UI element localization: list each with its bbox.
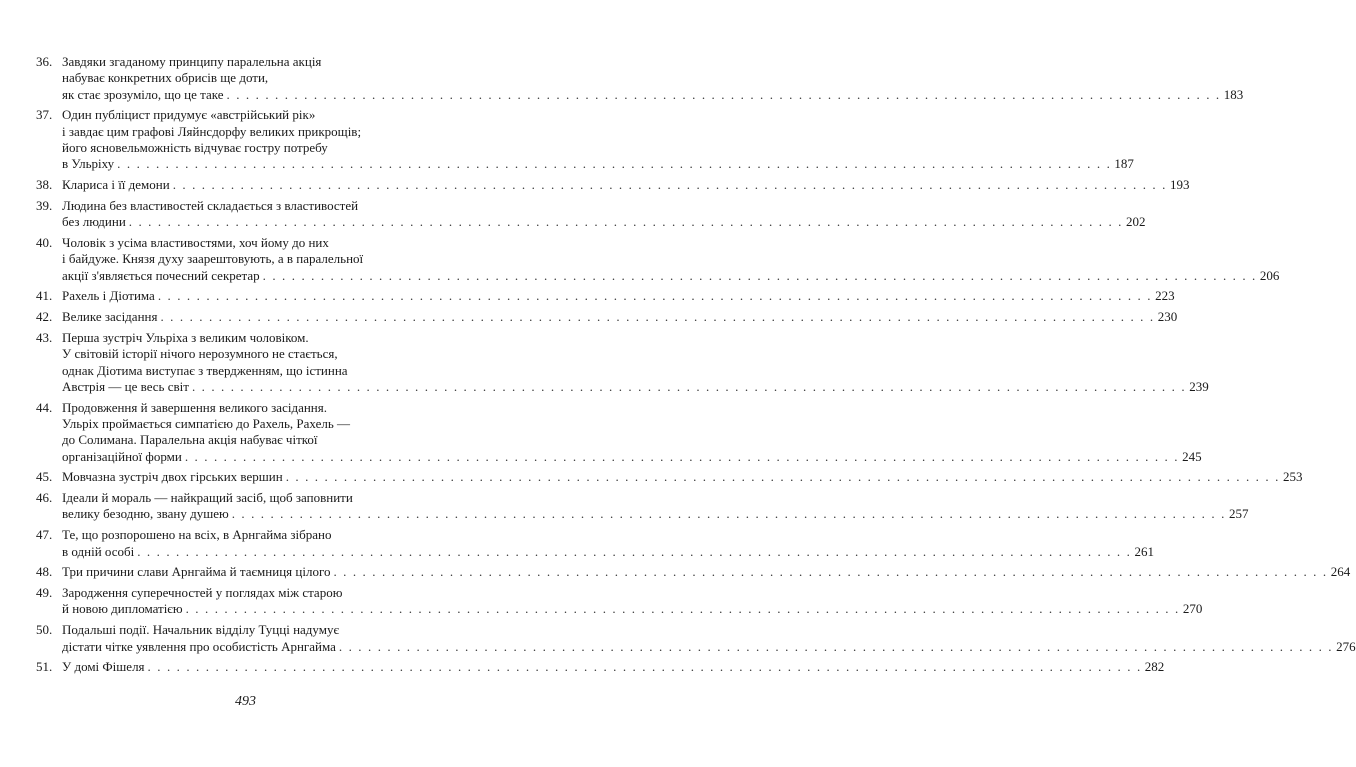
toc-entry-last-line — [62, 638, 1356, 655]
toc-entry-line: до Солимана. Паралельна акція набуває чіткої — [62, 432, 318, 448]
toc-entry-line: Ульріх проймається симпатією до Рахель, Рахель — — [62, 415, 351, 431]
page-number: 493 — [235, 694, 256, 709]
toc-entry-line: однак Діотима виступає з твердженням, що істинна — [62, 362, 348, 378]
toc-entry — [36, 399, 1202, 465]
toc-entry-title — [62, 107, 1134, 172]
toc-page-ref: 239 — [1189, 378, 1209, 394]
toc-page-ref: 183 — [1223, 86, 1244, 102]
toc-entry-line: Подальші події. Начальник відділу Туцці надумує — [62, 622, 340, 638]
toc-entry-number: 40. — [36, 234, 53, 250]
toc-entry — [36, 107, 1134, 172]
toc-entry-line: Австрія — це весь світ — [62, 378, 189, 394]
toc-page-ref: 261 — [1134, 543, 1154, 559]
toc-entry-line: акції з'являється почесний секретар — [62, 267, 260, 283]
toc-entry-title — [62, 54, 1244, 103]
toc-entry — [36, 469, 1303, 485]
toc-entry-title — [62, 329, 1209, 395]
toc-entry-number: 43. — [36, 329, 53, 345]
toc-entry-line: як стає зрозуміло, що це таке — [62, 86, 224, 102]
toc-entry-number: 42. — [36, 309, 53, 325]
toc-entry-last-line — [62, 469, 1303, 485]
toc-entry-line: дістати чітке уявлення про особистість Арнгайма — [62, 638, 336, 654]
toc-entry-line: У світовій історії нічого нерозумного не стається, — [62, 346, 338, 362]
toc-entry — [36, 585, 1203, 618]
toc-page-ref: 245 — [1182, 448, 1202, 464]
toc-entry-last-line — [62, 214, 1146, 230]
dot-leader — [263, 268, 1257, 284]
toc-entry-title — [62, 197, 1146, 231]
toc-entry-line: і байдуже. Князя духу заарештовують, а в паралельної — [62, 251, 364, 267]
toc-entry-number: 50. — [36, 622, 53, 638]
toc-entry-last-line — [62, 659, 1165, 675]
dot-leader — [286, 469, 1280, 485]
dot-leader — [160, 309, 1154, 325]
toc-entry-line: Один публіцист придумує «австрійський рік» — [62, 107, 316, 123]
toc-page-ref: 276 — [1336, 638, 1356, 654]
toc-entry-last-line — [62, 86, 1244, 103]
toc-entry-line: Продовження й завершення великого засідання. — [62, 399, 327, 415]
toc-entry-number: 38. — [36, 177, 53, 193]
toc-entry — [36, 527, 1154, 560]
toc-entry-number: 47. — [36, 527, 53, 543]
toc-entry-title — [62, 585, 1203, 618]
toc-entry-line: організаційної форми — [62, 448, 182, 464]
dot-leader — [173, 177, 1167, 193]
toc-entry-last-line — [62, 309, 1178, 325]
toc-page-ref: 257 — [1228, 506, 1249, 522]
toc-page-ref: 282 — [1144, 659, 1165, 675]
toc-page-ref: 230 — [1157, 309, 1178, 325]
toc-entry-line: й новою дипломатією — [62, 601, 183, 617]
toc-entry — [36, 177, 1190, 193]
toc-entry-number: 37. — [36, 107, 53, 123]
toc-entry-last-line — [62, 448, 1202, 465]
toc-entry-line: Ідеали й мораль — найкращий засіб, щоб заповнити — [62, 490, 353, 506]
toc-entry-title — [62, 234, 1280, 284]
dot-leader — [232, 506, 1226, 522]
toc-page-ref: 206 — [1259, 267, 1280, 283]
toc-entry-title — [62, 177, 1190, 193]
toc-entry-last-line — [62, 506, 1249, 522]
dot-leader — [137, 544, 1131, 560]
toc-entry-line: Перша зустріч Ульріха з великим чоловіком. — [62, 329, 309, 345]
toc-entry — [36, 234, 1280, 284]
dot-leader — [186, 601, 1180, 617]
toc-entry-number: 46. — [36, 490, 53, 506]
toc-entry-line: Велике засідання — [62, 309, 158, 325]
toc-entry-last-line — [62, 267, 1280, 284]
toc-entry-title — [62, 399, 1202, 465]
toc-entry — [36, 622, 1356, 655]
toc-entry — [36, 309, 1178, 325]
toc-entry-line: без людини — [62, 214, 126, 230]
dot-leader — [339, 639, 1333, 655]
toc-page-ref: 193 — [1169, 177, 1190, 193]
dot-leader — [192, 379, 1186, 395]
toc-entry-last-line — [62, 601, 1203, 617]
toc-entry-line: його ясновельможність відчуває гостру потребу — [62, 139, 328, 155]
toc-entry-title — [62, 622, 1356, 655]
toc-entry — [36, 54, 1244, 103]
toc-entry-line: Три причини слави Арнгайма й таємниця цілого — [62, 564, 331, 580]
toc-entry-number: 44. — [36, 399, 53, 415]
toc-entry — [36, 288, 1175, 304]
toc-page-ref: 202 — [1126, 214, 1146, 230]
dot-leader — [148, 659, 1142, 675]
dot-leader — [158, 288, 1152, 304]
toc-entry-last-line — [62, 156, 1134, 172]
toc-entry-line: Мовчазна зустріч двох гірських вершин — [62, 469, 283, 485]
toc-entry-line: Те, що розпорошено на всіх, в Арнгайма зібрано — [62, 527, 332, 543]
toc-entry-line: Чоловік з усіма властивостями, хоч йому до них — [62, 234, 329, 250]
toc-entry-line: Рахель і Діотима — [62, 288, 155, 304]
toc-entry-line: і завдає цим графові Ляйнсдорфу великих прикрощів; — [62, 123, 362, 139]
toc-entry-number: 36. — [36, 54, 53, 69]
toc-entry-number: 45. — [36, 469, 53, 485]
toc-entry-line: Завдяки згаданому принципу паралельна акція — [62, 54, 322, 69]
dot-leader — [227, 87, 1221, 103]
toc-entry — [36, 659, 1165, 675]
dot-leader — [117, 156, 1111, 172]
dot-leader — [129, 214, 1123, 230]
toc-entry-last-line — [62, 288, 1175, 304]
toc-page-ref: 253 — [1282, 469, 1303, 485]
toc-entry-number: 48. — [36, 564, 53, 580]
toc-page-ref: 264 — [1330, 564, 1351, 580]
toc-entry-number: 49. — [36, 585, 53, 601]
toc-page-ref: 270 — [1182, 601, 1203, 617]
toc-entry-title — [62, 527, 1154, 560]
dot-leader — [185, 449, 1179, 465]
toc-entry-line: Людина без властивостей складається з властивостей — [62, 197, 359, 213]
toc-entry-number: 39. — [36, 197, 53, 213]
toc-entry-line: У домі Фішеля — [62, 659, 145, 675]
toc-page-ref: 223 — [1155, 288, 1175, 304]
toc-entry-line: велику безодню, звану душею — [62, 506, 229, 522]
toc-entry-last-line — [62, 378, 1209, 395]
toc-entry-line: в Ульріху — [62, 156, 115, 172]
toc-entry-line: Зародження суперечностей у поглядах між старою — [62, 585, 343, 601]
toc-entry-line: Клариса і її демони — [62, 177, 170, 193]
toc-entry-number: 51. — [36, 659, 53, 675]
toc-entry — [36, 329, 1209, 395]
dot-leader — [333, 564, 1327, 580]
toc-entry-title — [62, 564, 1351, 580]
toc-entry — [36, 197, 1146, 231]
toc-entry-last-line — [62, 543, 1154, 560]
toc-entry-title — [62, 659, 1165, 675]
toc-page-ref: 187 — [1114, 156, 1134, 172]
toc-entry-number: 41. — [36, 288, 53, 304]
toc-entry-title — [62, 288, 1175, 304]
toc-entry-last-line — [62, 564, 1351, 580]
toc-entry — [36, 564, 1351, 580]
toc-entry-line: в одній особі — [62, 543, 135, 559]
toc-entry-title — [62, 469, 1303, 485]
toc-entry-title — [62, 309, 1178, 325]
table-of-contents — [36, 54, 1356, 680]
toc-entry-line: набуває конкретних обрисів ще доти, — [62, 70, 269, 86]
toc-entry — [36, 490, 1249, 523]
toc-entry-title — [62, 490, 1249, 523]
toc-entry-last-line — [62, 177, 1190, 193]
